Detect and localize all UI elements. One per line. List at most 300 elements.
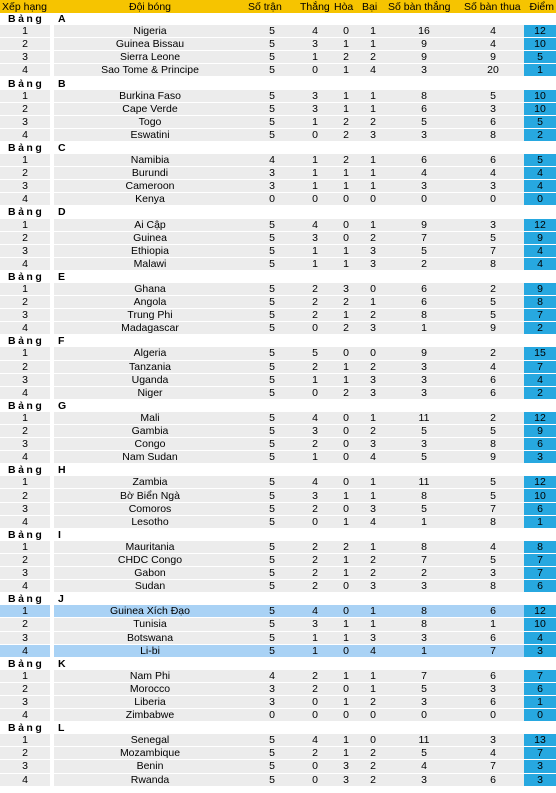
table-row[interactable] (0, 760, 556, 773)
group-header-g (0, 399, 556, 412)
team-lost: 1 (360, 412, 386, 425)
table-row[interactable] (0, 618, 556, 631)
team-drawn: 3 (332, 760, 360, 773)
team-won: 2 (298, 360, 332, 373)
team-name[interactable]: Burundi (54, 167, 246, 180)
team-points: 12 (524, 412, 556, 425)
table-row[interactable] (0, 386, 556, 399)
team-won: 1 (298, 631, 332, 644)
team-points: 3 (524, 773, 556, 786)
group-letter: A (54, 13, 556, 25)
team-rank: 2 (0, 167, 50, 180)
team-goals-for: 4 (386, 760, 462, 773)
team-goals-against: 6 (462, 154, 524, 167)
team-played: 5 (246, 425, 298, 438)
table-row[interactable] (0, 695, 556, 708)
group-header-h (0, 464, 556, 477)
team-goals-against: 3 (462, 682, 524, 695)
group-letter: G (54, 399, 556, 412)
table-row[interactable] (0, 309, 556, 322)
team-drawn: 0 (332, 476, 360, 489)
team-goals-against: 4 (462, 541, 524, 554)
team-drawn: 0 (332, 347, 360, 360)
team-name[interactable]: Nam Phi (54, 670, 246, 683)
team-goals-against: 9 (462, 451, 524, 464)
team-played: 5 (246, 618, 298, 631)
team-points: 10 (524, 489, 556, 502)
team-name[interactable]: Lesotho (54, 515, 246, 528)
team-played: 5 (246, 231, 298, 244)
team-points: 2 (524, 386, 556, 399)
header-team: Đội bóng (54, 0, 246, 13)
team-goals-for: 0 (386, 193, 462, 206)
team-drawn: 0 (332, 25, 360, 38)
team-points: 12 (524, 605, 556, 618)
team-played: 5 (246, 102, 298, 115)
team-rank: 4 (0, 64, 50, 77)
group-prefix: Bảng (0, 206, 50, 219)
team-rank: 3 (0, 309, 50, 322)
team-rank: 1 (0, 734, 50, 747)
table-row[interactable] (0, 257, 556, 270)
team-drawn: 0 (332, 231, 360, 244)
team-drawn: 2 (332, 51, 360, 64)
team-won: 1 (298, 244, 332, 257)
table-row[interactable] (0, 515, 556, 528)
group-letter: E (54, 270, 556, 283)
team-won: 2 (298, 567, 332, 580)
team-lost: 4 (360, 644, 386, 657)
team-points: 6 (524, 438, 556, 451)
table-row[interactable] (0, 283, 556, 296)
team-points: 3 (524, 644, 556, 657)
table-row[interactable] (0, 231, 556, 244)
team-played: 5 (246, 386, 298, 399)
team-name[interactable]: Togo (54, 115, 246, 128)
table-row[interactable] (0, 64, 556, 77)
table-row[interactable] (0, 128, 556, 141)
team-lost: 0 (360, 193, 386, 206)
team-name[interactable]: Trung Phi (54, 309, 246, 322)
team-played: 5 (246, 51, 298, 64)
team-points: 9 (524, 425, 556, 438)
team-name[interactable]: Comoros (54, 502, 246, 515)
team-rank: 4 (0, 644, 50, 657)
team-drawn: 0 (332, 709, 360, 722)
team-goals-for: 2 (386, 567, 462, 580)
team-goals-for: 6 (386, 296, 462, 309)
team-name[interactable]: Li-bi (54, 644, 246, 657)
team-lost: 1 (360, 541, 386, 554)
team-name[interactable]: Zambia (54, 476, 246, 489)
team-name[interactable]: Nigeria (54, 25, 246, 38)
team-rank: 3 (0, 631, 50, 644)
team-name[interactable]: Ethiopia (54, 244, 246, 257)
table-row[interactable] (0, 25, 556, 38)
team-points: 0 (524, 709, 556, 722)
team-name[interactable]: Niger (54, 386, 246, 399)
team-won: 3 (298, 90, 332, 103)
table-row[interactable] (0, 605, 556, 618)
team-name[interactable]: Mozambique (54, 747, 246, 760)
group-prefix: Bảng (0, 657, 50, 670)
team-goals-against: 7 (462, 244, 524, 257)
team-won: 0 (298, 695, 332, 708)
team-name[interactable]: Tanzania (54, 360, 246, 373)
team-won: 2 (298, 296, 332, 309)
group-header-i (0, 528, 556, 541)
team-goals-against: 0 (462, 193, 524, 206)
team-name[interactable]: Bờ Biển Ngà (54, 489, 246, 502)
team-goals-against: 1 (462, 618, 524, 631)
team-won: 1 (298, 257, 332, 270)
team-name[interactable]: Malawi (54, 257, 246, 270)
group-prefix: Bảng (0, 722, 50, 735)
team-rank: 4 (0, 709, 50, 722)
team-lost: 1 (360, 25, 386, 38)
team-drawn: 2 (332, 296, 360, 309)
table-row[interactable] (0, 115, 556, 128)
header-points: Điểm (524, 0, 556, 13)
team-name[interactable]: Madagascar (54, 322, 246, 335)
team-name[interactable]: Mauritania (54, 541, 246, 554)
team-drawn: 0 (332, 193, 360, 206)
team-lost: 1 (360, 682, 386, 695)
table-row[interactable] (0, 154, 556, 167)
team-goals-for: 5 (386, 682, 462, 695)
team-won: 4 (298, 412, 332, 425)
table-row[interactable] (0, 773, 556, 786)
team-played: 3 (246, 167, 298, 180)
team-drawn: 1 (332, 360, 360, 373)
team-lost: 1 (360, 102, 386, 115)
team-goals-against: 6 (462, 605, 524, 618)
team-name[interactable]: Guinea Bissau (54, 38, 246, 51)
group-header-j (0, 593, 556, 606)
team-played: 5 (246, 773, 298, 786)
team-name[interactable]: Kenya (54, 193, 246, 206)
team-drawn: 1 (332, 553, 360, 566)
team-lost: 3 (360, 128, 386, 141)
team-name[interactable]: Morocco (54, 682, 246, 695)
team-points: 7 (524, 360, 556, 373)
group-header-l (0, 722, 556, 735)
team-name[interactable]: Burkina Faso (54, 90, 246, 103)
team-lost: 1 (360, 219, 386, 232)
team-goals-for: 3 (386, 360, 462, 373)
team-drawn: 0 (332, 644, 360, 657)
team-goals-against: 4 (462, 25, 524, 38)
team-drawn: 2 (332, 154, 360, 167)
team-goals-for: 8 (386, 618, 462, 631)
team-rank: 4 (0, 580, 50, 593)
team-played: 5 (246, 90, 298, 103)
team-goals-for: 9 (386, 219, 462, 232)
team-rank: 3 (0, 502, 50, 515)
table-row[interactable] (0, 425, 556, 438)
group-prefix: Bảng (0, 141, 50, 154)
team-name[interactable]: Eswatini (54, 128, 246, 141)
team-name[interactable]: Gabon (54, 567, 246, 580)
team-goals-against: 2 (462, 347, 524, 360)
team-played: 5 (246, 502, 298, 515)
team-lost: 2 (360, 425, 386, 438)
team-played: 5 (246, 760, 298, 773)
team-lost: 3 (360, 322, 386, 335)
team-points: 8 (524, 296, 556, 309)
standings-body (0, 13, 556, 786)
team-won: 0 (298, 64, 332, 77)
team-won: 1 (298, 644, 332, 657)
team-name[interactable]: Liberia (54, 695, 246, 708)
team-won: 2 (298, 682, 332, 695)
team-played: 5 (246, 128, 298, 141)
team-name[interactable]: Zimbabwe (54, 709, 246, 722)
team-played: 5 (246, 360, 298, 373)
team-drawn: 0 (332, 412, 360, 425)
table-row[interactable] (0, 682, 556, 695)
group-prefix: Bảng (0, 399, 50, 412)
table-row[interactable] (0, 193, 556, 206)
table-row[interactable] (0, 244, 556, 257)
team-name[interactable]: Senegal (54, 734, 246, 747)
team-drawn: 1 (332, 734, 360, 747)
header-drawn: Hòa (332, 0, 360, 13)
team-points: 1 (524, 64, 556, 77)
table-row[interactable] (0, 167, 556, 180)
team-name[interactable]: Mali (54, 412, 246, 425)
team-name[interactable]: Benin (54, 760, 246, 773)
team-rank: 4 (0, 322, 50, 335)
team-drawn: 0 (332, 425, 360, 438)
team-name[interactable]: Gambia (54, 425, 246, 438)
team-lost: 0 (360, 734, 386, 747)
team-name[interactable]: Sao Tome & Principe (54, 64, 246, 77)
team-points: 3 (524, 451, 556, 464)
team-goals-for: 6 (386, 283, 462, 296)
team-won: 4 (298, 219, 332, 232)
table-row[interactable] (0, 670, 556, 683)
table-row[interactable] (0, 541, 556, 554)
team-drawn: 2 (332, 115, 360, 128)
team-name[interactable]: Uganda (54, 373, 246, 386)
team-won: 0 (298, 760, 332, 773)
group-prefix: Bảng (0, 593, 50, 606)
table-row[interactable] (0, 412, 556, 425)
team-name[interactable]: Angola (54, 296, 246, 309)
team-played: 5 (246, 283, 298, 296)
team-won: 0 (298, 515, 332, 528)
table-row[interactable] (0, 90, 556, 103)
table-row[interactable] (0, 451, 556, 464)
team-goals-for: 3 (386, 438, 462, 451)
team-name[interactable]: Namibia (54, 154, 246, 167)
table-row[interactable] (0, 553, 556, 566)
team-rank: 1 (0, 670, 50, 683)
team-played: 5 (246, 373, 298, 386)
team-won: 1 (298, 167, 332, 180)
group-letter: B (54, 77, 556, 90)
table-row[interactable] (0, 322, 556, 335)
team-rank: 2 (0, 553, 50, 566)
team-goals-against: 7 (462, 644, 524, 657)
team-won: 2 (298, 438, 332, 451)
team-played: 5 (246, 451, 298, 464)
team-lost: 2 (360, 773, 386, 786)
team-rank: 4 (0, 257, 50, 270)
team-name[interactable]: Ghana (54, 283, 246, 296)
team-rank: 2 (0, 231, 50, 244)
team-points: 15 (524, 347, 556, 360)
table-row[interactable] (0, 476, 556, 489)
team-lost: 3 (360, 386, 386, 399)
team-won: 5 (298, 347, 332, 360)
team-rank: 2 (0, 682, 50, 695)
team-rank: 1 (0, 476, 50, 489)
team-goals-for: 5 (386, 115, 462, 128)
group-letter: F (54, 335, 556, 348)
group-letter: J (54, 593, 556, 606)
team-lost: 3 (360, 244, 386, 257)
team-goals-for: 3 (386, 373, 462, 386)
team-goals-against: 5 (462, 476, 524, 489)
team-rank: 1 (0, 90, 50, 103)
team-name[interactable]: Algeria (54, 347, 246, 360)
team-drawn: 1 (332, 180, 360, 193)
team-name[interactable]: Cameroon (54, 180, 246, 193)
table-row[interactable] (0, 347, 556, 360)
team-goals-against: 8 (462, 438, 524, 451)
team-lost: 3 (360, 438, 386, 451)
team-played: 5 (246, 38, 298, 51)
team-drawn: 0 (332, 580, 360, 593)
group-letter: H (54, 464, 556, 477)
team-lost: 1 (360, 670, 386, 683)
team-played: 5 (246, 322, 298, 335)
table-row[interactable] (0, 38, 556, 51)
team-lost: 0 (360, 709, 386, 722)
team-lost: 2 (360, 760, 386, 773)
team-goals-against: 20 (462, 64, 524, 77)
team-drawn: 1 (332, 167, 360, 180)
group-header-c (0, 141, 556, 154)
team-drawn: 3 (332, 773, 360, 786)
team-points: 12 (524, 25, 556, 38)
team-name[interactable]: Botswana (54, 631, 246, 644)
table-row[interactable] (0, 102, 556, 115)
team-name[interactable]: CHDC Congo (54, 553, 246, 566)
team-lost: 0 (360, 347, 386, 360)
team-lost: 2 (360, 695, 386, 708)
team-points: 7 (524, 747, 556, 760)
table-row[interactable] (0, 489, 556, 502)
team-name[interactable]: Ai Cập (54, 219, 246, 232)
team-goals-for: 8 (386, 90, 462, 103)
group-letter: C (54, 141, 556, 154)
team-goals-against: 5 (462, 425, 524, 438)
table-row[interactable] (0, 296, 556, 309)
team-name[interactable]: Guinea Xích Đạo (54, 605, 246, 618)
team-goals-for: 8 (386, 605, 462, 618)
team-goals-for: 16 (386, 25, 462, 38)
team-points: 1 (524, 695, 556, 708)
team-rank: 4 (0, 773, 50, 786)
team-name[interactable]: Tunisia (54, 618, 246, 631)
table-row[interactable] (0, 734, 556, 747)
team-drawn: 0 (332, 682, 360, 695)
table-row[interactable] (0, 747, 556, 760)
team-goals-against: 4 (462, 167, 524, 180)
team-drawn: 2 (332, 322, 360, 335)
table-row[interactable] (0, 644, 556, 657)
team-played: 5 (246, 296, 298, 309)
team-rank: 3 (0, 180, 50, 193)
table-row[interactable] (0, 180, 556, 193)
team-points: 4 (524, 244, 556, 257)
team-drawn: 1 (332, 489, 360, 502)
team-rank: 1 (0, 605, 50, 618)
table-row[interactable] (0, 219, 556, 232)
team-name[interactable]: Sudan (54, 580, 246, 593)
team-played: 5 (246, 412, 298, 425)
team-goals-for: 3 (386, 64, 462, 77)
team-name[interactable]: Cape Verde (54, 102, 246, 115)
team-goals-for: 3 (386, 773, 462, 786)
table-row[interactable] (0, 373, 556, 386)
team-name[interactable]: Guinea (54, 231, 246, 244)
team-goals-for: 3 (386, 180, 462, 193)
team-goals-against: 9 (462, 322, 524, 335)
team-points: 5 (524, 154, 556, 167)
table-row[interactable] (0, 709, 556, 722)
team-goals-for: 5 (386, 502, 462, 515)
team-rank: 2 (0, 747, 50, 760)
team-played: 4 (246, 154, 298, 167)
team-goals-for: 1 (386, 515, 462, 528)
table-row[interactable] (0, 51, 556, 64)
team-goals-against: 8 (462, 580, 524, 593)
table-row[interactable] (0, 631, 556, 644)
team-drawn: 1 (332, 309, 360, 322)
team-drawn: 1 (332, 102, 360, 115)
team-lost: 2 (360, 360, 386, 373)
team-lost: 1 (360, 90, 386, 103)
team-name[interactable]: Congo (54, 438, 246, 451)
team-points: 5 (524, 115, 556, 128)
table-row[interactable] (0, 360, 556, 373)
team-played: 5 (246, 309, 298, 322)
team-lost: 1 (360, 618, 386, 631)
team-points: 1 (524, 515, 556, 528)
team-won: 3 (298, 102, 332, 115)
team-goals-against: 4 (462, 360, 524, 373)
table-row[interactable] (0, 438, 556, 451)
team-goals-for: 2 (386, 257, 462, 270)
team-rank: 4 (0, 515, 50, 528)
team-goals-against: 3 (462, 567, 524, 580)
team-played: 5 (246, 553, 298, 566)
table-row[interactable] (0, 567, 556, 580)
team-name[interactable]: Sierra Leone (54, 51, 246, 64)
table-row[interactable] (0, 580, 556, 593)
team-played: 4 (246, 670, 298, 683)
team-name[interactable]: Rwanda (54, 773, 246, 786)
team-goals-against: 8 (462, 515, 524, 528)
table-row[interactable] (0, 502, 556, 515)
team-played: 0 (246, 193, 298, 206)
team-name[interactable]: Nam Sudan (54, 451, 246, 464)
team-points: 4 (524, 167, 556, 180)
